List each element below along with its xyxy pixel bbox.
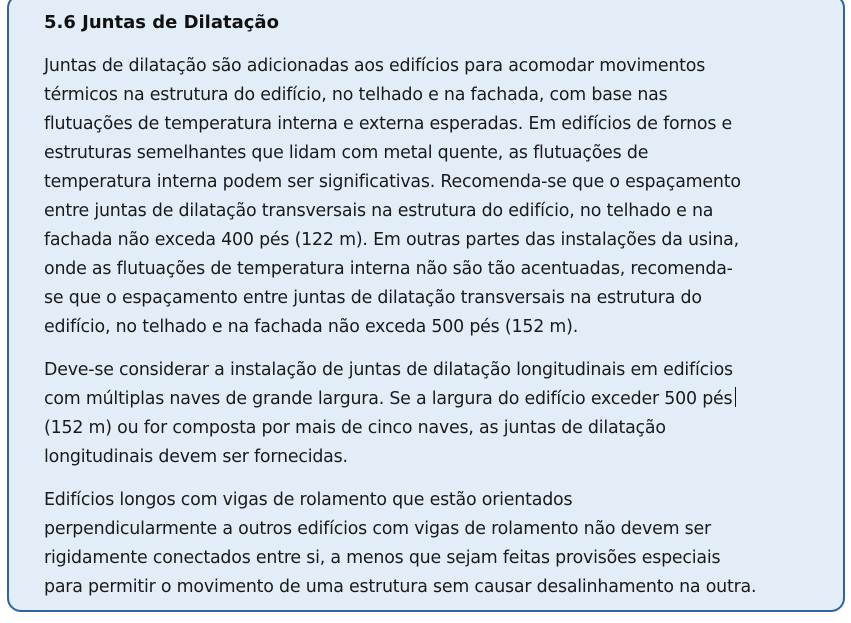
paragraph-line: flutuações de temperatura interna e externa esperadas. Em edifícios de fornos e xyxy=(44,114,733,134)
paragraph-line: entre juntas de dilatação transversais na estrutura do edifício, no telhado e na xyxy=(44,201,714,221)
paragraph-line: estruturas semelhantes que lidam com metal quente, as flutuações de xyxy=(44,143,649,163)
paragraph-line-text: com múltiplas naves de grande largura. Se a largura do edifício exceder 500 pés xyxy=(44,389,733,409)
paragraph-line: rigidamente conectados entre si, a menos que sejam feitas provisões especiais xyxy=(44,548,721,568)
section-heading: 5.6 Juntas de Dilatação xyxy=(44,12,279,33)
paragraph-2 xyxy=(44,356,834,472)
paragraph-line-with-cursor[interactable] xyxy=(44,385,834,414)
section-panel xyxy=(7,0,845,612)
paragraph-line: térmicos na estrutura do edifício, no telhado e na fachada, com base nas xyxy=(44,85,668,105)
paragraph-line: para permitir o movimento de uma estrutura sem causar desalinhamento na outra. xyxy=(44,577,757,597)
paragraph-line: fachada não exceda 400 pés (122 m). Em outras partes das instalações da usina, xyxy=(44,230,739,250)
section-content xyxy=(44,12,834,616)
paragraph-line: Deve-se considerar a instalação de juntas de dilatação longitudinais em edifícios xyxy=(44,360,733,380)
paragraph-3 xyxy=(44,486,834,602)
paragraph-line: Juntas de dilatação são adicionadas aos edifícios para acomodar movimentos xyxy=(44,56,706,76)
text-cursor xyxy=(735,387,736,407)
paragraph-line: longitudinais devem ser fornecidas. xyxy=(44,447,348,467)
paragraph-line: (152 m) ou for composta por mais de cinco naves, as juntas de dilatação xyxy=(44,418,666,438)
paragraph-line: onde as flutuações de temperatura interna não são tão acentuadas, recomenda- xyxy=(44,259,733,279)
paragraph-line: se que o espaçamento entre juntas de dilatação transversais na estrutura do xyxy=(44,288,702,308)
paragraph-line: temperatura interna podem ser significativas. Recomenda-se que o espaçamento xyxy=(44,172,741,192)
paragraph-line: perpendicularmente a outros edifícios com vigas de rolamento não devem ser xyxy=(44,519,711,539)
paragraph-1 xyxy=(44,52,834,342)
paragraph-line: edifício, no telhado e na fachada não exceda 500 pés (152 m). xyxy=(44,317,579,337)
paragraph-line: Edifícios longos com vigas de rolamento que estão orientados xyxy=(44,490,573,510)
